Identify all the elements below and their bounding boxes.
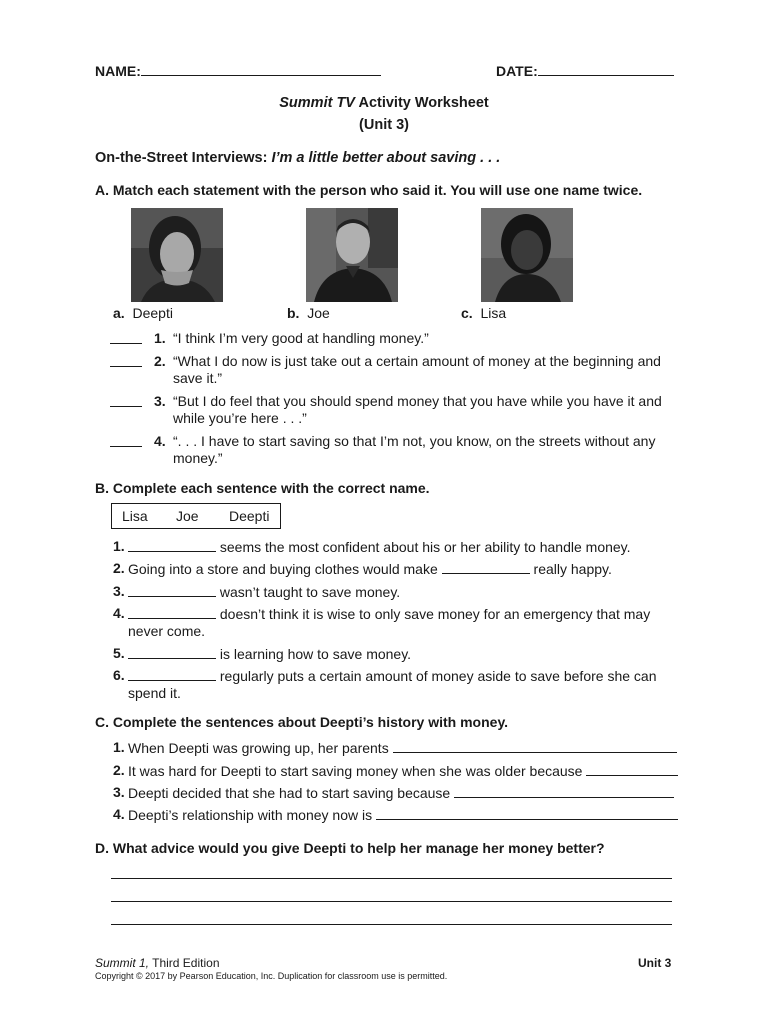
photo-deepti: [131, 208, 223, 302]
match-number: 3.: [154, 393, 166, 409]
match-statement: “What I do now is just take out a certain amount of money at the beginning and save it.”: [173, 353, 661, 386]
b-text-after: is learning how to save money.: [216, 646, 412, 662]
c-number: 2.: [113, 762, 125, 778]
b-text-continued: never come.: [128, 623, 206, 639]
caption-a-letter: a.: [113, 305, 125, 321]
name-field[interactable]: [95, 62, 381, 80]
subheading-label: On-the-Street Interviews:: [95, 150, 272, 166]
b-number: 5.: [113, 645, 125, 661]
section-c-instruction: C. Complete the sentences about Deepti’s history with money.: [95, 714, 509, 730]
match-statement: “. . . I have to start saving so that I’m not, you know, on the streets without any money.”: [173, 433, 656, 466]
caption-b: [287, 305, 330, 321]
match-number: 2.: [154, 353, 166, 369]
photo-joe: [306, 208, 398, 302]
name-answer-blank[interactable]: [128, 667, 216, 681]
c-number: 3.: [113, 784, 125, 800]
advice-writing-line[interactable]: [111, 878, 672, 879]
b-number: 2.: [113, 560, 125, 576]
advice-writing-line[interactable]: [111, 901, 672, 902]
section-d-instruction: D. What advice would you give Deepti to help her manage her money better?: [95, 840, 605, 856]
b-text-before: Going into a store and buying clothes would make: [128, 561, 442, 577]
copyright-notice: Copyright © 2017 by Pearson Education, Inc. Duplication for classroom use is permitted.: [95, 971, 448, 981]
c-answer-blank[interactable]: [454, 784, 674, 798]
c-text: When Deepti was growing up, her parents: [128, 740, 393, 756]
name-label: NAME:: [95, 63, 141, 79]
title-rest: Activity Worksheet: [354, 95, 489, 111]
caption-a-name: Deepti: [132, 305, 173, 321]
word-box-deepti: Deepti: [229, 508, 270, 524]
b-number: 6.: [113, 667, 125, 683]
date-field[interactable]: [496, 62, 674, 80]
advice-writing-line[interactable]: [111, 924, 672, 925]
b-text-continued: spend it.: [128, 685, 181, 701]
caption-c: [461, 305, 506, 321]
c-number: 1.: [113, 739, 125, 755]
date-blank[interactable]: [538, 62, 674, 76]
c-answer-blank[interactable]: [393, 739, 677, 753]
b-text-after: wasn’t taught to save money.: [216, 584, 401, 600]
b-text-after: really happy.: [529, 561, 612, 577]
match-answer-blank[interactable]: [110, 393, 142, 407]
worksheet-unit: (Unit 3): [359, 117, 409, 133]
b-text-after: doesn’t think it is wise to only save money for an emergency that may: [216, 606, 651, 622]
match-answer-blank[interactable]: [110, 330, 142, 344]
date-label: DATE:: [496, 63, 538, 79]
c-text: Deepti decided that she had to start saving because: [128, 785, 455, 801]
caption-c-name: Lisa: [480, 305, 507, 321]
photo-lisa: [481, 208, 573, 302]
match-number: 4.: [154, 433, 166, 449]
name-answer-blank[interactable]: [128, 645, 216, 659]
match-statement: “But I do feel that you should spend money that you have while you have it and while you’re here . . .”: [173, 393, 662, 426]
name-answer-blank[interactable]: [442, 560, 530, 574]
footer-unit: Unit 3: [638, 956, 672, 970]
section-a-instruction: A. Match each statement with the person who said it. You will use one name twice.: [95, 182, 643, 198]
match-statement: “I think I’m very good at handling money.”: [173, 330, 429, 346]
c-text: Deepti’s relationship with money now is: [128, 807, 376, 823]
b-text-after: regularly puts a certain amount of money aside to save before she can: [216, 668, 657, 684]
c-answer-blank[interactable]: [586, 762, 678, 776]
caption-b-name: Joe: [307, 305, 330, 321]
c-answer-blank[interactable]: [376, 806, 678, 820]
c-text: It was hard for Deepti to start saving money when she was older because: [128, 763, 587, 779]
b-number: 4.: [113, 605, 125, 621]
match-number: 1.: [154, 330, 166, 346]
subheading-episode: I’m a little better about saving . . .: [271, 150, 501, 166]
c-number: 4.: [113, 806, 125, 822]
b-number: 3.: [113, 583, 125, 599]
name-answer-blank[interactable]: [128, 583, 216, 597]
title-show-name: Summit TV: [279, 95, 355, 111]
name-answer-blank[interactable]: [128, 605, 216, 619]
caption-b-letter: b.: [287, 305, 300, 321]
caption-c-letter: c.: [461, 305, 473, 321]
b-text-after: seems the most confident about his or her ability to handle money.: [216, 539, 631, 555]
word-box: [111, 503, 281, 529]
match-answer-blank[interactable]: [110, 353, 142, 367]
section-b-instruction: B. Complete each sentence with the correct name.: [95, 480, 430, 496]
worksheet-title: [0, 95, 768, 112]
word-box-joe: Joe: [176, 508, 199, 524]
word-box-lisa: Lisa: [122, 508, 148, 524]
caption-a: [113, 305, 173, 321]
footer-book-name: Summit 1,: [95, 956, 150, 970]
match-answer-blank[interactable]: [110, 433, 142, 447]
name-blank[interactable]: [141, 62, 381, 76]
name-answer-blank[interactable]: [128, 538, 216, 552]
b-number: 1.: [113, 538, 125, 554]
footer-edition: Third Edition: [149, 956, 220, 970]
subheading: [95, 150, 500, 167]
